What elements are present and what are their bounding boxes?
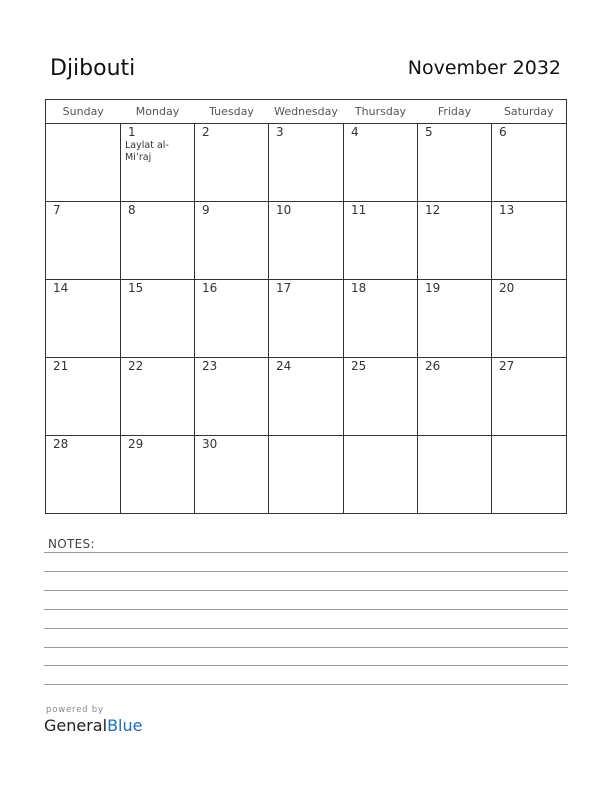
- day-number: 20: [499, 281, 515, 295]
- day-cell: [344, 202, 418, 280]
- week-row: [46, 202, 567, 280]
- day-number: 15: [128, 281, 144, 295]
- powered-by-text: powered by: [46, 705, 104, 715]
- weekday-friday: Friday: [418, 100, 492, 124]
- day-number: 8: [128, 203, 136, 217]
- day-cell: [195, 436, 269, 514]
- day-cell: [492, 280, 567, 358]
- month-year-title: November 2032: [407, 57, 561, 79]
- day-cell: [418, 358, 492, 436]
- day-cell: [269, 436, 344, 514]
- notes-line: [44, 665, 568, 666]
- day-number: 28: [53, 437, 69, 451]
- week-row: [46, 124, 567, 202]
- day-number: 25: [351, 359, 367, 373]
- brand-logo: [44, 716, 142, 735]
- day-number: 11: [351, 203, 367, 217]
- day-number: [492, 436, 566, 437]
- notes-line: [44, 552, 568, 553]
- day-number: 7: [53, 203, 61, 217]
- weekday-thursday: Thursday: [344, 100, 418, 124]
- day-cell: [344, 124, 418, 202]
- day-number: 30: [202, 437, 218, 451]
- day-number: 19: [425, 281, 441, 295]
- day-cell: [418, 124, 492, 202]
- calendar-grid: [45, 99, 567, 514]
- day-number: 2: [202, 125, 210, 139]
- day-cell: [492, 358, 567, 436]
- brand-name-blue: Blue: [107, 716, 143, 735]
- week-row: [46, 358, 567, 436]
- day-number: 13: [499, 203, 515, 217]
- day-number: 29: [128, 437, 144, 451]
- weekday-saturday: Saturday: [492, 100, 567, 124]
- day-number: 5: [425, 125, 433, 139]
- notes-line: [44, 628, 568, 629]
- weekday-header-row: [46, 100, 567, 124]
- day-number: [46, 124, 120, 125]
- day-number: [418, 436, 491, 437]
- day-cell: [121, 202, 195, 280]
- day-number: 10: [276, 203, 292, 217]
- weekday-wednesday: Wednesday: [269, 100, 344, 124]
- day-number: 16: [202, 281, 218, 295]
- day-cell: [121, 124, 195, 202]
- day-number: 4: [351, 125, 359, 139]
- day-cell: [46, 202, 121, 280]
- day-number: 3: [276, 125, 284, 139]
- day-cell: [269, 280, 344, 358]
- brand-name-general: General: [44, 716, 108, 735]
- day-number: 26: [425, 359, 441, 373]
- day-cell: [269, 202, 344, 280]
- day-number: 14: [53, 281, 69, 295]
- day-cell: [344, 436, 418, 514]
- day-cell: [121, 358, 195, 436]
- day-cell: [46, 358, 121, 436]
- day-cell: [344, 280, 418, 358]
- notes-line: [44, 647, 568, 648]
- day-number: 21: [53, 359, 69, 373]
- day-cell: [46, 280, 121, 358]
- weekday-sunday: Sunday: [46, 100, 121, 124]
- week-row: [46, 436, 567, 514]
- day-cell: [418, 280, 492, 358]
- day-cell: [195, 280, 269, 358]
- day-number: 17: [276, 281, 292, 295]
- day-cell: [492, 436, 567, 514]
- week-row: [46, 280, 567, 358]
- day-number: 24: [276, 359, 292, 373]
- day-cell: [492, 202, 567, 280]
- day-number: [269, 436, 343, 437]
- notes-label: NOTES:: [48, 537, 95, 551]
- notes-line: [44, 571, 568, 572]
- day-cell: [269, 358, 344, 436]
- day-cell: [121, 280, 195, 358]
- day-cell: [195, 202, 269, 280]
- notes-line: [44, 609, 568, 610]
- day-cell: [195, 358, 269, 436]
- day-number: 22: [128, 359, 144, 373]
- day-number: 12: [425, 203, 441, 217]
- weekday-monday: Monday: [121, 100, 195, 124]
- day-number: 18: [351, 281, 367, 295]
- day-cell: [46, 124, 121, 202]
- day-cell: [195, 124, 269, 202]
- day-number: 27: [499, 359, 515, 373]
- day-cell: [492, 124, 567, 202]
- day-number: 9: [202, 203, 210, 217]
- day-number: 1: [128, 125, 136, 139]
- weekday-tuesday: Tuesday: [195, 100, 269, 124]
- day-cell: [418, 436, 492, 514]
- holiday-label: Laylat al-Mi’raj: [125, 140, 169, 163]
- day-number: [344, 436, 417, 437]
- day-number: 23: [202, 359, 218, 373]
- day-cell: [418, 202, 492, 280]
- day-cell: [121, 436, 195, 514]
- day-cell: [344, 358, 418, 436]
- day-number: 6: [499, 125, 507, 139]
- notes-line: [44, 590, 568, 591]
- day-cell: [46, 436, 121, 514]
- country-title: Djibouti: [50, 56, 136, 81]
- day-cell: [269, 124, 344, 202]
- notes-line: [44, 684, 568, 685]
